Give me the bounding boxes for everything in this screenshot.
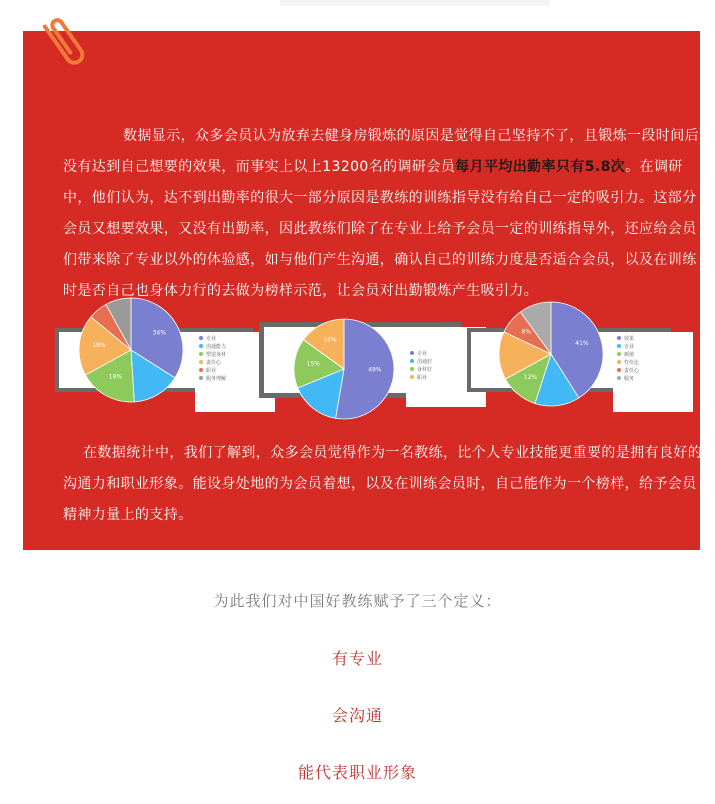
slice-value-label: 41% bbox=[575, 340, 589, 348]
legend-label: 身材好 bbox=[417, 366, 433, 373]
legend-label: 专业 bbox=[624, 343, 635, 350]
legend-marker bbox=[199, 344, 203, 348]
legend-marker bbox=[199, 352, 203, 356]
legend-label: 颜值 bbox=[624, 351, 635, 358]
paragraph-text: 数据显示，众多会员认为放弃去健身房锻炼的原因是觉得自己坚持不了，且锻炼一段时间后没有达到自己想要的效果，而事实上以上13200名的调研会员 bbox=[63, 128, 699, 175]
legend-marker bbox=[410, 359, 414, 363]
slice-value-label: 19% bbox=[92, 341, 106, 349]
pie-chart bbox=[471, 328, 667, 388]
legend-marker bbox=[199, 336, 203, 340]
pie-chart bbox=[59, 329, 249, 388]
slice-value-label: 14% bbox=[323, 336, 337, 344]
pie-chart-card bbox=[259, 322, 461, 398]
slice-value-label: 49% bbox=[368, 366, 382, 374]
pie-chart bbox=[264, 327, 456, 393]
slice-value-label: 12% bbox=[523, 373, 538, 381]
legend-marker bbox=[617, 376, 621, 380]
legend-label: 性价比 bbox=[624, 359, 640, 366]
pie-chart-card bbox=[55, 328, 253, 392]
attendance-highlight: 每月平均出勤率只有5.8次 bbox=[455, 159, 626, 175]
legend-marker bbox=[617, 368, 621, 372]
legend-label: 专业 bbox=[417, 350, 428, 357]
legend-label: 职业 bbox=[206, 367, 217, 374]
legend-label: 沟通能力 bbox=[206, 343, 227, 350]
definitions-intro: 为此我们对中国好教练赋予了三个定义： bbox=[213, 592, 502, 610]
legend-marker bbox=[199, 376, 203, 380]
definition-image: 能代表职业形象 bbox=[297, 763, 417, 782]
paragraph-text: 。在调研中，他们认为，达不到出勤率的很大一部分原因是教练的训练指导没有给自己一定的吸引力。这部分会员又想要效果，又没有出勤率，因此教练们除了在专业上给予会员一定的训练指导外，还应给会员们带来除了专业以外的体验感，如与他们产生沟通，确认自己的训练力度是否适合会员，以及在训练时是否自己也身体力行的去做为榜样示范，让会员对出勤锻炼产生吸引力。 bbox=[63, 159, 697, 299]
legend-label: 沟通好 bbox=[417, 358, 433, 365]
legend-marker bbox=[410, 375, 414, 379]
slice-value-label: 8% bbox=[521, 328, 531, 336]
slice-value-label: 18% bbox=[108, 373, 123, 381]
legend-label: 塑造身材 bbox=[206, 351, 227, 358]
legend-marker bbox=[410, 351, 414, 355]
definition-professional: 有专业 bbox=[331, 649, 383, 668]
definition-communication: 会沟通 bbox=[331, 706, 383, 725]
legend-marker bbox=[617, 344, 621, 348]
legend-marker bbox=[617, 352, 621, 356]
paragraph-attendance bbox=[63, 121, 703, 307]
legend-label: 责任心 bbox=[624, 367, 640, 374]
legend-marker bbox=[199, 368, 203, 372]
article-panel bbox=[23, 31, 703, 550]
slice-value-label: 15% bbox=[306, 360, 320, 368]
legend-label: 效果 bbox=[624, 335, 635, 342]
legend-marker bbox=[410, 367, 414, 371]
legend-label: 职业 bbox=[417, 374, 428, 381]
pie-chart-card bbox=[467, 328, 671, 392]
legend-label: 服务理解 bbox=[206, 375, 227, 382]
paragraph-communication: 在数据统计中，我们了解到，众多会员觉得作为一名教练，比个人专业技能更重要的是拥有良好的沟通力和职业形象。能设身处地的为会员着想，以及在训练会员时，自己能作为一个榜样，给予会员精神力量上的支持。 bbox=[63, 445, 703, 523]
legend-label: 服务 bbox=[624, 375, 635, 382]
top-divider bbox=[280, 0, 550, 6]
paperclip-icon bbox=[34, 10, 94, 70]
legend-marker bbox=[199, 360, 203, 364]
legend-label: 责任心 bbox=[206, 359, 222, 366]
slice-value-label: 34% bbox=[152, 329, 166, 337]
legend-label: 专业 bbox=[206, 335, 217, 342]
legend-marker bbox=[617, 360, 621, 364]
legend-marker bbox=[617, 336, 621, 340]
